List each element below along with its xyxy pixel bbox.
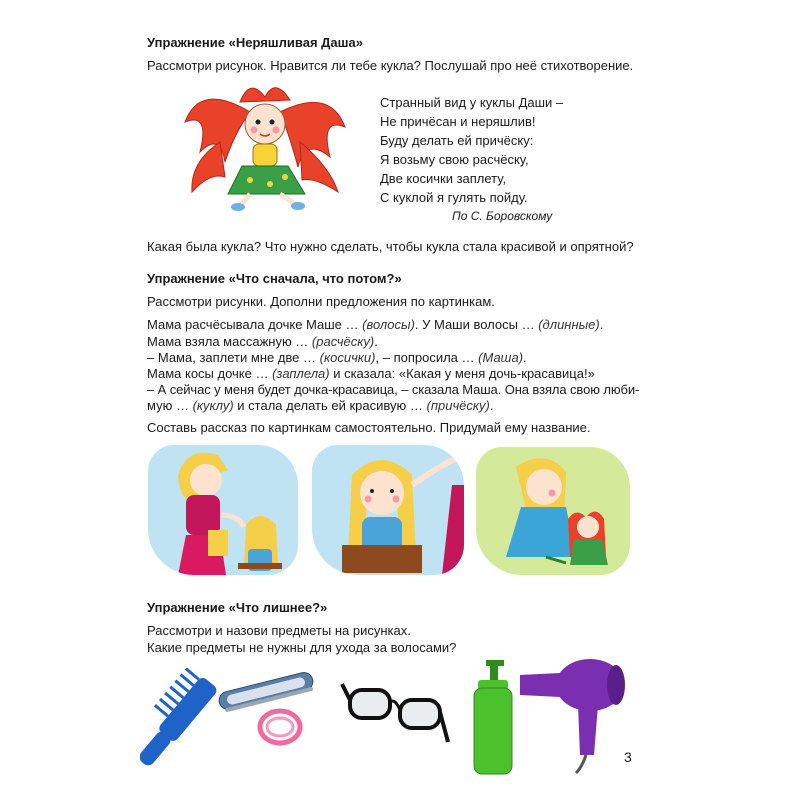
poem-line: С куклой я гулять пойду.	[380, 190, 528, 205]
hair-tie-icon	[255, 705, 305, 750]
poem-line: Две косички заплету,	[380, 171, 507, 186]
ex1-question: Какая была кукла? Что нужно сделать, чтобы кукла стала красивой и опрятной?	[147, 239, 634, 254]
ex2-title: Упражнение «Что сначала, что потом?»	[147, 271, 402, 286]
ex2-intro: Рассмотри рисунки. Дополни предложения по картинкам.	[147, 294, 495, 309]
story-line: Мама взяла массажную … (расчёску).	[147, 334, 378, 349]
messy-doll-illustration	[180, 82, 350, 212]
scene-braiding-doll	[476, 447, 630, 575]
ex2-task: Составь рассказ по картинкам самостоятельно. Придумай ему название.	[147, 420, 591, 435]
story-line: Мама косы дочке … (заплела) и сказала: «Какая у меня дочь-красавица!»	[147, 366, 595, 381]
ex1-title: Упражнение «Неряшливая Даша»	[147, 35, 363, 50]
page-number: 3	[624, 749, 632, 765]
poem-author: По С. Боровскому	[452, 209, 553, 223]
ex3-line1: Рассмотри и назови предметы на рисунках.	[147, 623, 411, 638]
scene-braiding-hair	[312, 445, 464, 575]
story-line: – Мама, заплети мне две … (косички), – попросила … (Маша).	[147, 350, 527, 365]
poem-line: Не причёсан и неряшлив!	[380, 114, 536, 129]
ex3-line2: Какие предметы не нужны для ухода за волосами?	[147, 640, 457, 655]
poem-line: Странный вид у куклы Даши –	[380, 95, 564, 110]
story-line: Мама расчёсывала дочке Маше … (волосы). У Маши волосы … (длинные).	[147, 317, 604, 332]
story-line: – А сейчас у меня будет дочка-красавица, – сказала Маша. Она взяла свою люби-	[147, 382, 640, 397]
shampoo-bottle-icon	[468, 658, 518, 778]
ex3-title: Упражнение «Что лишнее?»	[147, 600, 328, 615]
poem-line: Буду делать ей причёску:	[380, 133, 534, 148]
story-line: мую … (куклу) и стала делать ей красивую … (причёску).	[147, 398, 494, 413]
ex1-intro: Рассмотри рисунок. Нравится ли тебе кукла? Послушай про неё стихотворение.	[147, 58, 634, 73]
scene-brushing-hair	[148, 445, 298, 575]
poem-line: Я возьму свою расчёску,	[380, 152, 529, 167]
comb-icon	[140, 668, 220, 783]
poem	[380, 93, 563, 226]
glasses-icon	[340, 672, 460, 757]
hairdryer-icon	[520, 655, 630, 775]
